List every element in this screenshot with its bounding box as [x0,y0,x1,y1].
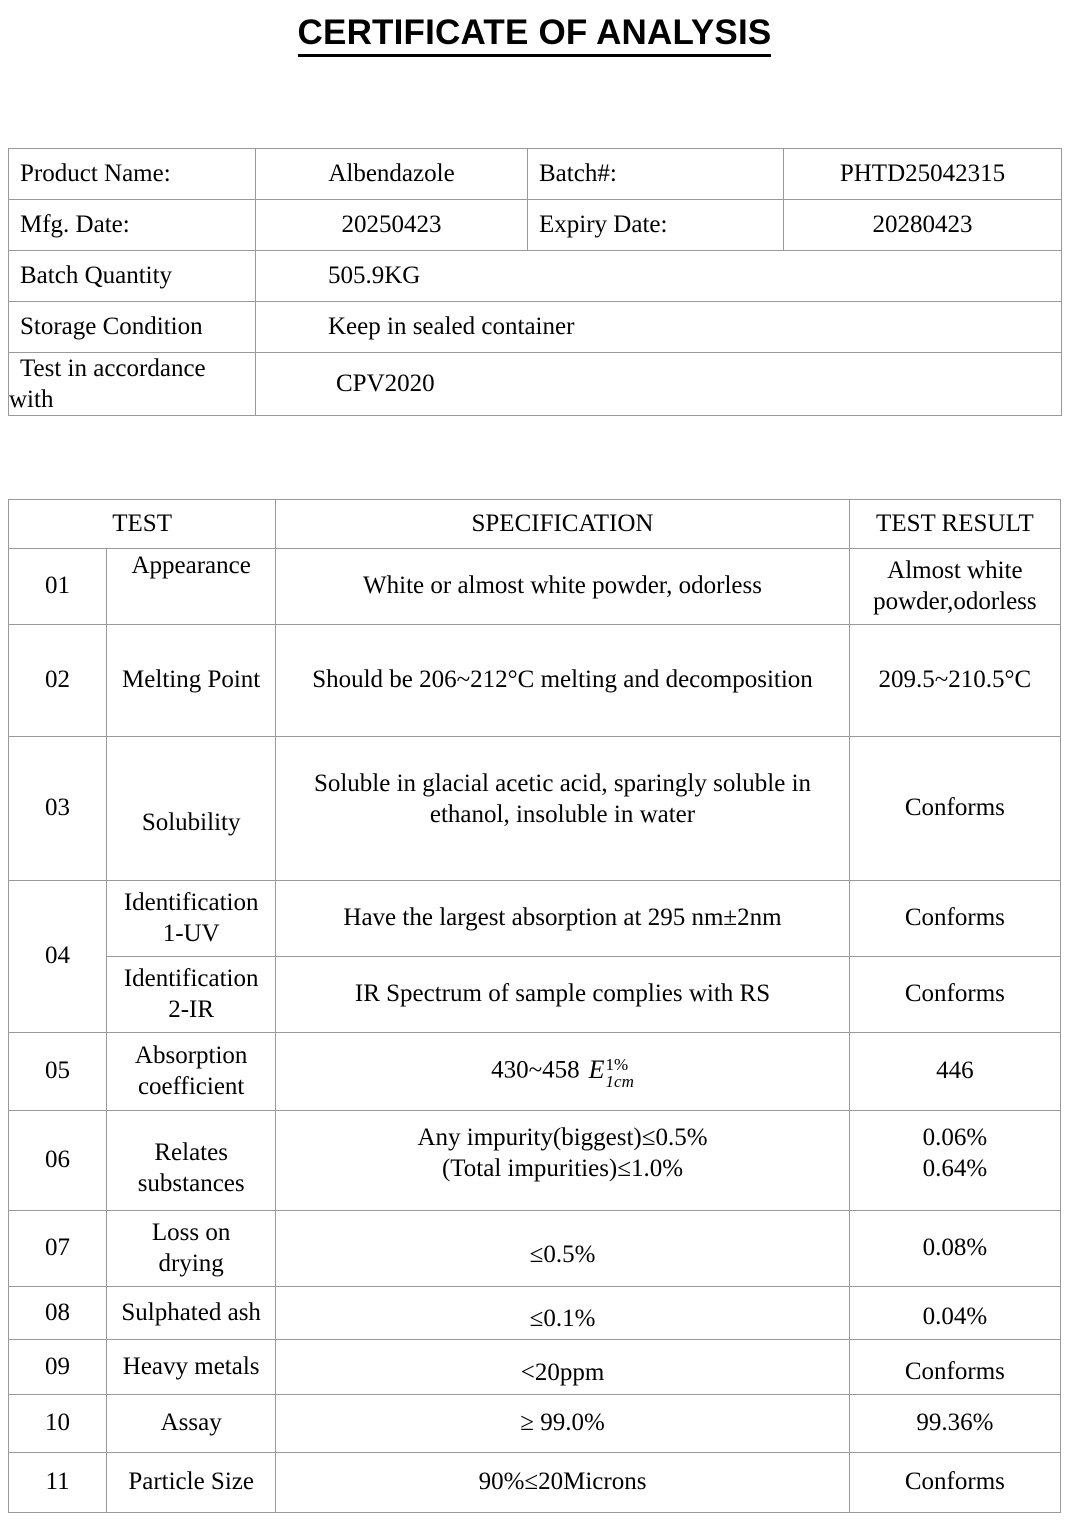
test-result-value: Conforms [849,1453,1060,1513]
e-subscript: 1cm [605,1071,634,1091]
test-name-line2: 1-UV [162,919,220,947]
specification-line1: Soluble in glacial acetic acid, sparingly soluble in [313,770,812,797]
test-result-value: 209.5~210.5°C [849,625,1060,737]
table-row [9,251,1062,302]
specification-value: ≤0.5% [276,1211,850,1287]
specification-line2: ethanol, insoluble in water [429,800,696,828]
table-row [9,1287,1061,1340]
test-accordance-label-line2: with [9,386,54,413]
test-name [107,881,276,957]
table-row [9,1211,1061,1287]
test-result-line1: Almost white [887,557,1023,584]
test-name: Melting Point [107,625,276,737]
test-name: Assay [107,1395,276,1453]
batch-number-label: Batch#: [528,149,784,200]
test-result-value: Conforms [849,1340,1060,1395]
test-result-value: 0.04% [849,1287,1060,1340]
test-name [107,1211,276,1287]
test-name-line1: Loss on [151,1219,231,1246]
test-name: Heavy metals [107,1340,276,1395]
product-name-label: Product Name: [9,149,256,200]
test-name-line2: 2-IR [168,995,215,1023]
test-name: Appearance [107,549,276,625]
test-result-value: Conforms [849,957,1060,1033]
row-number: 07 [9,1211,107,1287]
column-header-test: TEST [9,500,276,549]
table-row [9,957,1061,1033]
table-row [9,737,1061,881]
test-name: Sulphated ash [107,1287,276,1340]
row-number: 01 [9,549,107,625]
row-number: 10 [9,1395,107,1453]
test-result-value [849,1111,1060,1211]
specification-value: ≥ 99.0% [276,1395,850,1453]
test-name-line1: Identification [123,889,259,916]
test-name-line1: Identification [123,965,259,992]
product-name-value: Albendazole [256,149,528,200]
test-name-line1: Absorption [134,1042,248,1069]
specification-value [276,1111,850,1211]
specification-value: <20ppm [276,1340,850,1395]
row-number: 11 [9,1453,107,1513]
test-results-table [8,499,1061,1513]
row-number: 09 [9,1340,107,1395]
test-name [107,957,276,1033]
specification-value: ≤0.1% [276,1287,850,1340]
table-row [9,149,1062,200]
table-row [9,200,1062,251]
test-result-value: Conforms [849,737,1060,881]
table-row [9,549,1061,625]
test-name-line1: Relates [154,1139,228,1166]
test-name: Particle Size [107,1453,276,1513]
table-row [9,1395,1061,1453]
table-row [9,625,1061,737]
mfg-date-label: Mfg. Date: [9,200,256,251]
test-result-value: Conforms [849,881,1060,957]
row-number: 08 [9,1287,107,1340]
table-row [9,1340,1061,1395]
specification-value: IR Spectrum of sample complies with RS [276,957,850,1033]
test-result-line2: powder,odorless [873,587,1037,615]
row-number: 05 [9,1033,107,1111]
specification-value [276,737,850,881]
batch-number-value: PHTD25042315 [784,149,1062,200]
storage-condition-label: Storage Condition [9,302,256,353]
row-number: 03 [9,737,107,881]
table-row [9,881,1061,957]
test-name-line2: drying [158,1249,224,1277]
test-accordance-label-line1: Test in accordance [20,355,206,382]
table-row [9,1453,1061,1513]
specification-value: Should be 206~212°C melting and decomposition [276,625,850,737]
test-result-line2: 0.64% [922,1154,988,1182]
specification-value: Have the largest absorption at 295 nm±2nm [276,881,850,957]
table-row [9,302,1062,353]
expiry-date-value: 20280423 [784,200,1062,251]
test-result-line1: 0.06% [922,1124,988,1151]
row-number: 04 [9,881,107,1033]
e-superscript: 1% [605,1054,629,1074]
test-name: Solubility [107,737,276,881]
row-number: 02 [9,625,107,737]
expiry-date-label: Expiry Date: [528,200,784,251]
test-result-value: 446 [849,1033,1060,1111]
specification-value: White or almost white powder, odorless [276,549,850,625]
absorption-range: 430~458 [491,1056,580,1084]
specification-value [276,1033,850,1111]
test-name [107,1033,276,1111]
title-container [0,13,1069,57]
row-number: 06 [9,1111,107,1211]
table-row [9,353,1062,416]
test-result-value [849,549,1060,625]
mfg-date-value: 20250423 [256,200,528,251]
page-title: CERTIFICATE OF ANALYSIS [298,13,772,57]
test-accordance-label [9,353,256,416]
storage-condition-value: Keep in sealed container [256,302,1062,353]
table-row [9,1111,1061,1211]
specification-value: 90%≤20Microns [276,1453,850,1513]
column-header-test-result: TEST RESULT [849,500,1060,549]
e-symbol: E [588,1054,605,1084]
specification-line2: (Total impurities)≤1.0% [441,1154,684,1182]
absorption-coefficient-notation [589,1054,634,1089]
batch-quantity-label: Batch Quantity [9,251,256,302]
specification-line1: Any impurity(biggest)≤0.5% [417,1124,708,1151]
column-header-specification: SPECIFICATION [276,500,850,549]
batch-quantity-value: 505.9KG [256,251,1062,302]
test-accordance-value: CPV2020 [256,353,1062,416]
table-header-row [9,500,1061,549]
test-name-line2: coefficient [137,1072,245,1100]
table-row [9,1033,1061,1111]
product-info-table [8,148,1062,416]
test-result-value: 0.08% [849,1211,1060,1287]
test-result-value: 99.36% [849,1395,1060,1453]
test-name [107,1111,276,1211]
test-name-line2: substances [137,1169,245,1197]
